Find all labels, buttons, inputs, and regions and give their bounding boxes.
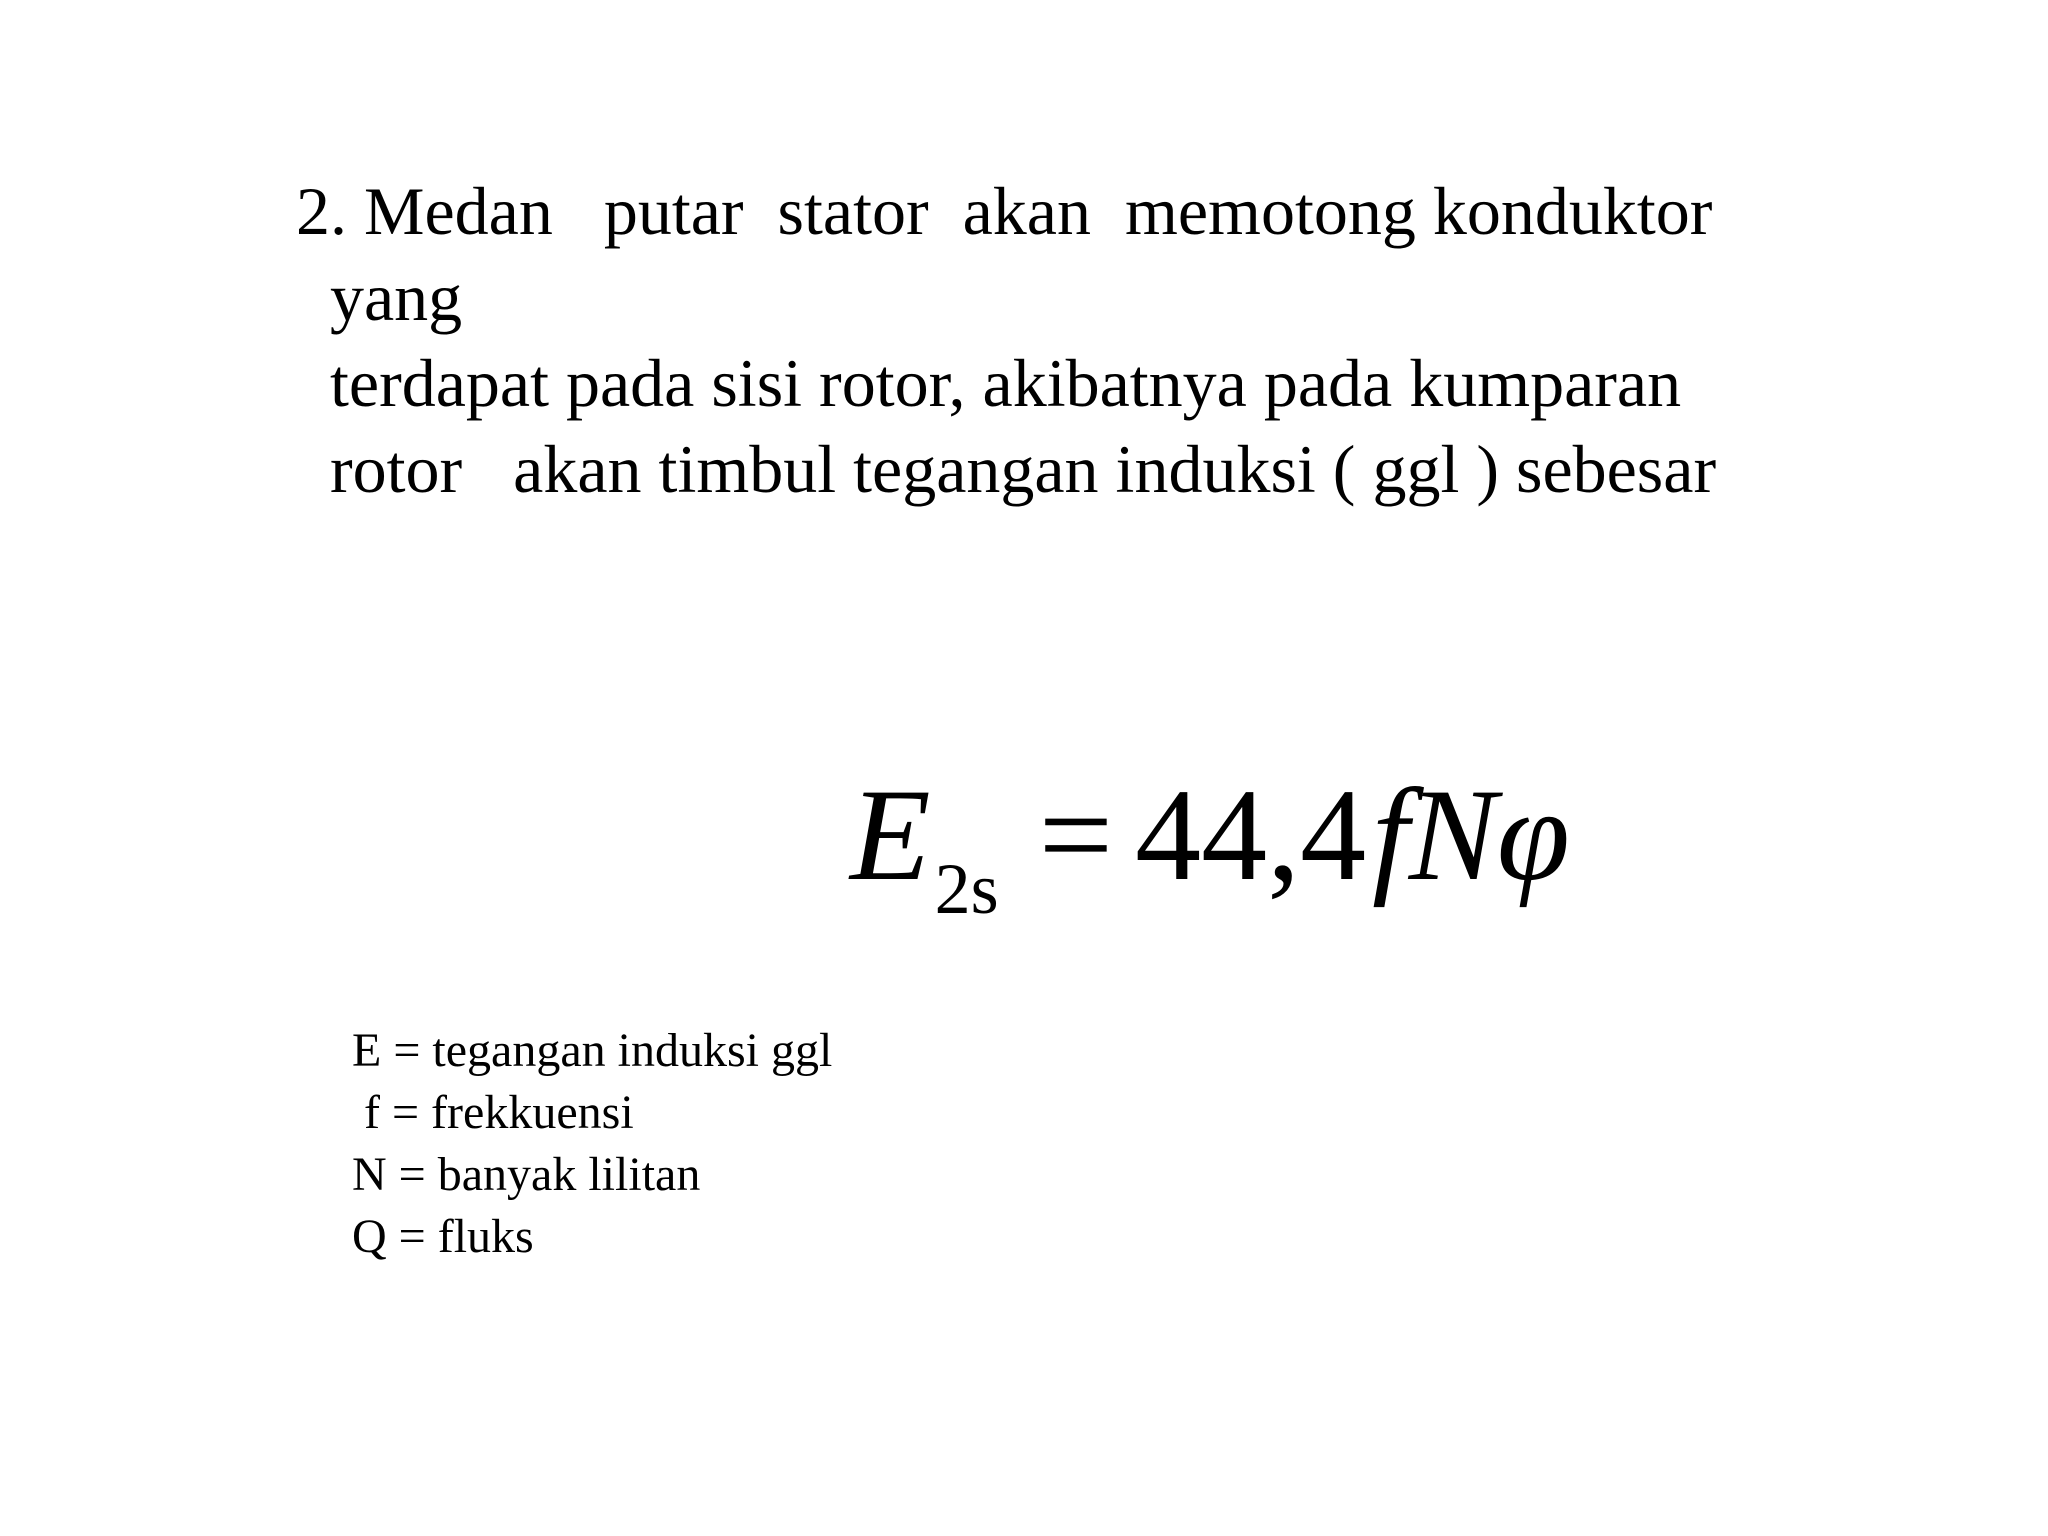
legend-item: N = banyak lilitan: [352, 1148, 701, 1201]
explanation-paragraph: [296, 168, 1856, 512]
paragraph-line-2: yang: [330, 259, 463, 335]
formula-subscript: [935, 849, 999, 929]
paragraph-line-3: terdapat pada sisi rotor, akibatnya pada kumparan: [330, 345, 1682, 421]
legend-item: f = frekkuensi: [352, 1086, 634, 1139]
formula-subscript-text: 2s: [934, 849, 999, 929]
variable-legend: [352, 1020, 832, 1268]
formula-coefficient: 44,4: [1135, 761, 1367, 908]
paragraph-line-1: 2. Medan putar stator akan memotong konduktor: [296, 173, 1713, 249]
legend-item: E = tegangan induksi ggl: [352, 1024, 833, 1077]
formula-variables: fN: [1372, 761, 1497, 908]
formula-lhs: E: [850, 761, 931, 908]
legend-item: Q = fluks: [352, 1210, 534, 1263]
formula-equals: =: [1038, 761, 1114, 908]
paragraph-line-4: rotor akan timbul tegangan induksi ( ggl ) sebesar: [330, 431, 1717, 507]
formula-phi: φ: [1496, 761, 1570, 908]
emf-formula: [850, 760, 1570, 930]
